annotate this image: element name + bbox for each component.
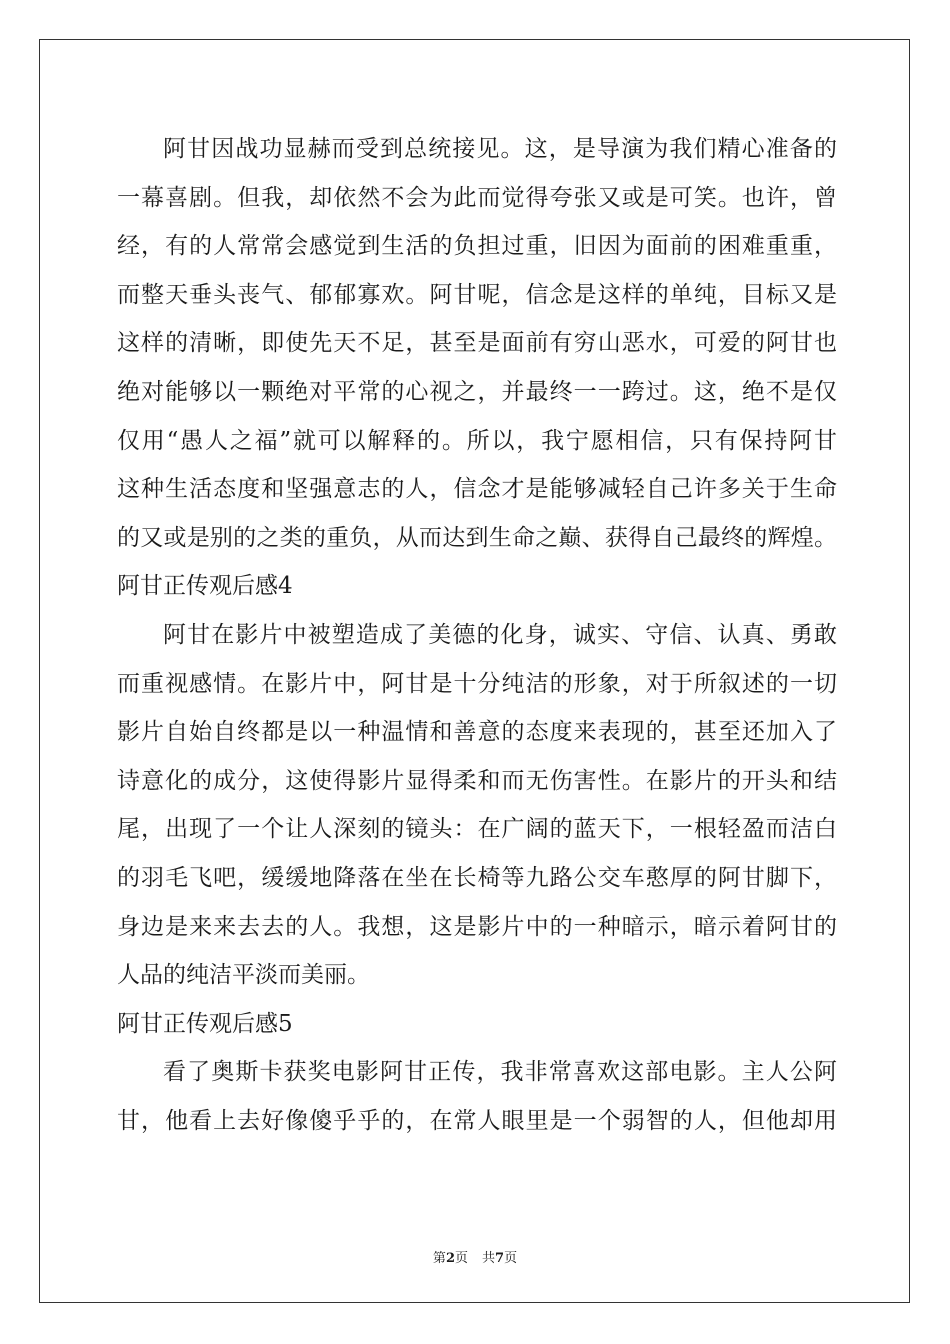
page-total [482,1247,517,1266]
current-page: 2 [445,1251,455,1266]
page-number [433,1247,468,1266]
page-suffix: 页 [454,1251,468,1266]
paragraph-line: 甘，他看上去好像傻乎乎的，在常人眼里是一个弱智的人，但他却用 [117,1107,837,1134]
paragraph-line: 阿甘在影片中被塑造成了美德的化身，诚实、守信、认真、勇敢 [163,621,837,648]
total-suffix: 页 [504,1251,518,1266]
paragraph-line: 的羽毛飞吧，缓缓地降落在坐在长椅等九路公交车憨厚的阿甘脚下， [117,864,837,891]
paragraph-line: 阿甘因战功显赫而受到总统接见。这，是导演为我们精心准备的 [163,136,837,162]
section-heading: 阿甘正传观后感4 [117,573,293,600]
paragraph-line: 看了奥斯卡获奖电影阿甘正传，我非常喜欢这部电影。主人公阿 [163,1059,837,1086]
page-footer [0,1247,950,1266]
paragraph-line: 绝对能够以一颗绝对平常的心视之，并最终一一跨过。这，绝不是仅 [117,378,837,405]
section-heading: 阿甘正传观后感5 [117,1010,293,1037]
paragraph-line: 的又或是别的之类的重负，从而达到生命之巅、获得自己最终的辉煌。 [117,524,837,551]
total-pages: 7 [495,1251,505,1266]
paragraph-line: 经，有的人常常会感觉到生活的负担过重，旧因为面前的困难重重， [117,233,837,260]
paragraph-line: 影片自始自终都是以一种温情和善意的态度来表现的，甚至还加入了 [117,719,837,746]
paragraph-line: 这样的清晰，即使先天不足，甚至是面前有穷山恶水，可爱的阿甘也 [117,330,837,357]
document-body [117,125,837,1145]
paragraph-line: 而重视感情。在影片中，阿甘是十分纯洁的形象，对于所叙述的一切 [117,670,837,697]
page-prefix: 第 [432,1251,446,1266]
paragraph-line: 这种生活态度和坚强意志的人，信念才是能够减轻自己许多关于生命 [117,476,837,503]
paragraph-line: 身边是来来去去的人。我想，这是影片中的一种暗示，暗示着阿甘的 [117,913,837,940]
paragraph-line: 而整天垂头丧气、郁郁寡欢。阿甘呢，信念是这样的单纯，目标又是 [117,281,837,308]
paragraph-line: 仅用“愚人之福”就可以解释的。所以，我宁愿相信，只有保持阿甘 [117,427,837,454]
paragraph-line: 人品的纯洁平淡而美丽。 [117,962,370,989]
paragraph-line: 一幕喜剧。但我，却依然不会为此而觉得夸张又或是可笑。也许，曾 [117,184,837,211]
total-prefix: 共 [482,1251,496,1266]
paragraph-line: 诗意化的成分，这使得影片显得柔和而无伤害性。在影片的开头和结 [117,767,837,794]
paragraph-line: 尾，出现了一个让人深刻的镜头：在广阔的蓝天下，一根轻盈而洁白 [117,816,837,843]
